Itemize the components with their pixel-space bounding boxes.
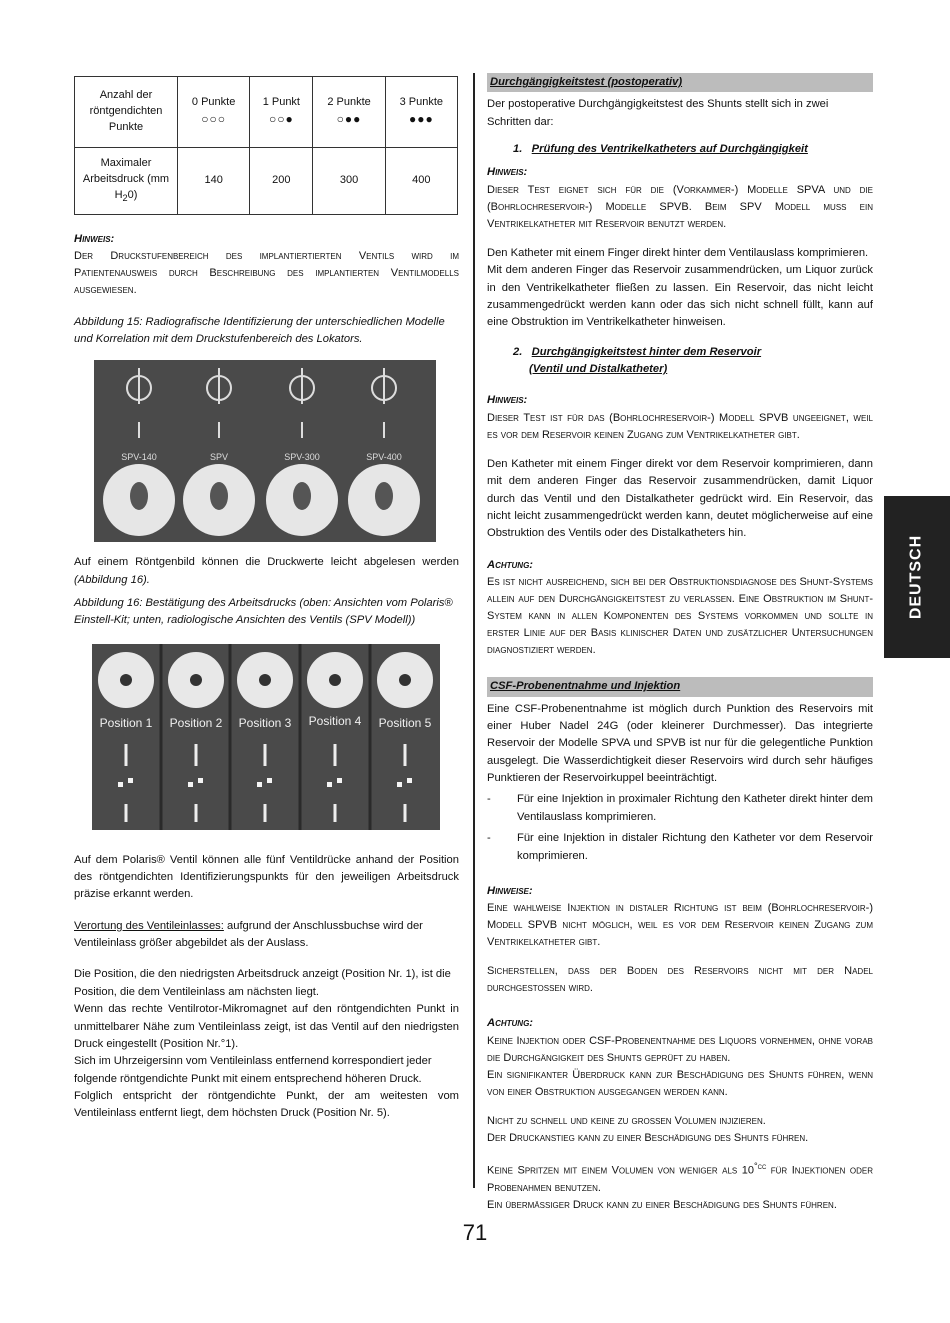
paragraph: Auf einem Röntgenbild können die Druckwerte leicht abgelesen werden (Abbildung 16). [74,556,459,586]
caution-block [487,1015,873,1213]
fig15-label: SPV-400 [366,452,402,463]
paragraph: Folglich entspricht der röntgendichte Punkt, der am weitesten vom Ventileinlass entfernt liegt, dem höchsten Druck (Position Nr. 5). [74,1089,459,1120]
caution-text: Ein übermässiger Druck kann zu einer Beschädigung des Shunts führen. [487,1198,837,1211]
note-text: Sicherstellen, dass der Boden des Reservoirs nicht mit der Nadel durchgestossen wird. [487,965,873,995]
pressure-table [74,76,458,215]
right-column [487,73,873,1214]
fig15-label: SPV [209,452,229,463]
note-block [487,883,873,998]
paragraph: Mit dem anderen Finger das Reservoir zusammendrücken, um Liquor zurück in den Ventrikelkatheter fließen zu lassen. Ein Reservoir, das nicht leicht zusammengedrückt werden kann oder das sich nicht schnell füllt, kann auf eine Obstruktion im Ventrikelkatheter hinweisen. [487,264,873,329]
fig16-label: Position 4 [308,713,362,728]
note-block [487,164,873,233]
caution-text: Ein signifikanter Überdruck kann zur Beschädigung des Shunts führen, wenn von einer Obstruktion ausgegangen werden kann. [487,1068,873,1098]
note-text: Dieser Test ist für das (Bohrlochreservoir-) Modell SPVB ungeeignet, weil es vor dem Reservoir keinen Zugang zum Ventrikelkatheter gibt. [487,411,873,441]
fig15-label: SPV-300 [284,452,320,463]
note-title: Hinweis: [487,166,528,179]
fig16-label: Position 1 [99,715,153,730]
figure-16-image [92,644,440,830]
section-heading: Durchgängigkeitstest (postoperativ) [487,73,873,92]
table-cell: 140 [178,148,250,215]
left-column [74,76,459,1123]
step-heading: 1. Prüfung des Ventrikelkatheters auf Durchgängigkeit [513,143,808,156]
note-text: Dieser Test eignet sich für die (Vorkammer-) Modelle SPVA und die (Bohrlochreservoir-) Modelle SPVB. Beim SPV Modell muss ein Ventrikelkatheter mit Reservoir benutzt werden. [487,183,873,230]
valve-models-illustration [94,360,436,542]
paragraph: Den Katheter mit einem Finger direkt hinter dem Ventilauslass komprimieren. [487,246,869,259]
column-divider [473,73,475,1188]
table-cell: 200 [250,148,313,215]
caution-title: Achtung: [487,558,534,571]
table-cell: 3 Punkte ●●● [385,77,457,148]
fig16-label: Position 2 [169,715,223,730]
caution-text: Nicht zu schnell und keine zu grossen Volumen injizieren. [487,1115,766,1128]
paragraph: Wenn das rechte Ventilrotor-Mikromagnet auf den röntgendichten Punkt in unmittelbarer Nähe zum Ventileinlass zeigt, ist das Ventil auf den niedrigsten Druck eingestellt (Position Nr.°1). [74,1003,459,1050]
table-cell: Maximaler Arbeitsdruck (mm $H_20$) [75,148,178,215]
caution-text: Keine Spritzen mit einem Volumen von weniger als $10^{^\circ cc}$ für Injektionen oder Probenahmen benutzen. [487,1161,874,1194]
note-title: Hinweis: [74,233,115,245]
note-title: Hinweise: [487,884,533,897]
caution-text: Es ist nicht ausreichend, sich bei der Obstruktionsdiagnose des Shunt-Systems allein auf den Durchgängigkeitstest zu verlassen. Eine Obstruktion im Shunt-System kann in allen Komponenten des Systems vorkommen und sollte in erster Linie auf der Basis klinischer Daten und zusätzlicher Untersuchungen diagnostiziert werden. [487,576,873,657]
note-title: Hinweis: [487,394,528,407]
paragraph: Die Position, die den niedrigsten Arbeitsdruck anzeigt (Position Nr. 1), ist die Position, die dem Ventileinlass am nächsten liegt. [74,968,451,998]
fig16-label: Position 5 [378,715,432,730]
paragraph: Verortung des Ventileinlasses: aufgrund der Anschlussbuchse wird der Ventileinlass größer abgebildet als der Auslass. [74,919,423,950]
language-tab [884,496,950,658]
paragraph: Der postoperative Durchgängigkeitstest des Shunts stellt sich in zwei Schritten dar: [487,98,829,128]
caution-title: Achtung: [487,1017,534,1030]
fig15-label: SPV-140 [121,452,157,463]
table-cell: 300 [313,148,385,215]
caution-text: Der Druckanstieg kann zu einer Beschädigung des Shunts führen. [487,1132,809,1145]
table-cell: 400 [385,148,457,215]
bullet-list [487,791,873,864]
table-cell: 0 Punkte ○○○ [178,77,250,148]
caution-block [487,557,873,660]
language-tab-label: DEUTSCH [907,534,925,620]
table-row [75,148,458,215]
table-row [75,77,458,148]
table-cell: Anzahl der röntgendichten Punkte [75,77,178,148]
note-text: Der Druckstufenbereich des implantiertierten Ventils wird im Patientenausweis durch Beschreibung des implantierten Ventilmodells ausgewiesen. [74,250,459,297]
table-cell: 2 Punkte ○●● [313,77,385,148]
paragraph: Auf dem Polaris® Ventil können alle fünf Ventildrücke anhand der Position des röntgendichten Identifizierungspunkts für den jeweiligen Arbeitsdruck präzise erkannt werden. [74,853,459,901]
paragraph: Eine CSF-Probenentnahme ist möglich durch Punktion des Reservoirs mit einer Huber Nadel 24G (oder kleinerer Durchmesser). Das integrierte Reservoir der Modelle SPVA und SPVB ist nur für die gelegentliche Punktion ausgelegt. Die Wasserdichtigkeit dieser Reservoirs wird durch sehr häufiges Punktieren der Reservoirkuppel beeinträchtigt. [487,702,873,785]
table-cell: 1 Punkt ○○● [250,77,313,148]
paragraph: Den Katheter mit einem Finger direkt vor dem Reservoir komprimieren, dann mit dem anderen Finger das Reservoir zusammendrücken, damit Liquor durch das Ventil und den Distalkatheter gedrückt wird. Ein Reservoir, das nicht leicht zusammengedrückt werden kann, deutet möglicherweise auf eine Obstruktion des Ventils oder des Distalkatheters hin. [487,457,873,540]
paragraph: Sich im Uhrzeigersinn vom Ventileinlass entfernend korrespondiert jeder folgende röntgendichte Punkt mit einem entsprechend höheren Druck. [74,1055,432,1085]
figure-15-image [94,360,436,542]
section-heading: CSF-Probenentnahme und Injektion [487,677,873,696]
list-item: - Für eine Injektion in distaler Richtung den Katheter vor dem Reservoir komprimieren. [487,830,873,865]
figure-caption: Abbildung 16: Bestätigung des Arbeitsdrucks (oben: Ansichten vom Polaris® Einstell-Kit; unten, radiologische Ansichten des Ventils (SPV Modell)) [74,596,453,627]
note-text: Eine wahlweise Injektion in distaler Richtung ist beim (Bohrlochreservoir-) Modell SPVB nicht möglich, weil es vor dem Reservoir keinen Zugang zum Ventrikelkatheter gibt. [487,902,873,949]
figure-caption: Abbildung 15: Radiografische Identifizierung der unterschiedlichen Modelle und Korrelation mit dem Druckstufenbereich des Lokators. [74,315,445,345]
fig16-label: Position 3 [238,715,292,730]
step-heading: 2. Durchgängigkeitstest hinter dem Reservoir (Ventil und Distalkatheter) [513,345,762,376]
list-item: - Für eine Injektion in proximaler Richtung den Katheter direkt hinter dem Ventilauslass komprimieren. [487,791,873,826]
page-number: 71 [462,1220,488,1245]
caution-text: Keine Injektion oder CSF-Probenentnahme des Liquors vornehmen, ohne vorab die Durchgängigkeit des Shunts geprüft zu haben. [487,1034,873,1064]
note-block [74,231,459,300]
note-block [487,392,873,443]
valve-positions-illustration [92,644,440,830]
